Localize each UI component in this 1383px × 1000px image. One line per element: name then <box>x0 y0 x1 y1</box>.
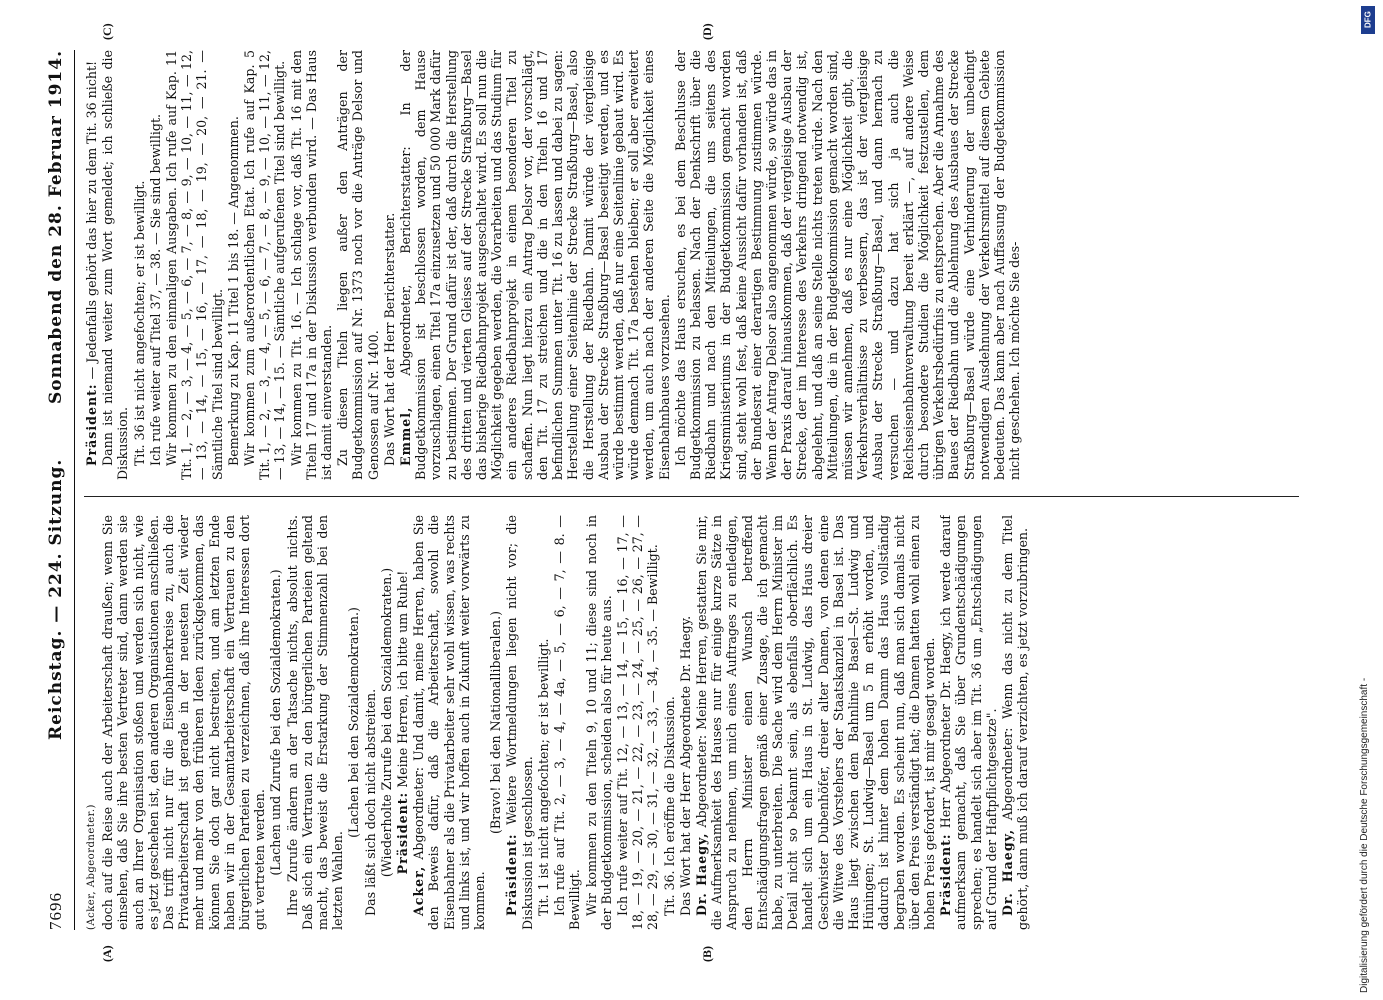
paragraph <box>536 515 551 930</box>
speaker-name: Dr. Haegy, <box>999 828 1015 916</box>
speaker-name: Präsident: <box>395 791 411 875</box>
paragraph <box>148 50 163 480</box>
paragraph-text: Bemerkung zu Kap. 11 Titel 1 bis 18. — Angenommen. <box>225 116 241 466</box>
paragraph-text: doch auf die Reise auch der Arbeiterschaft draußen; wenn Sie einsehen, daß Sie ihre besten Vertreter sind, dann werden sie auch an Ihrer Organisation stoßen und werden sich nicht, wie es jetzt geschehen ist, den anderen Organisationen anschließen. Das trifft nicht nur für die Eisenbahnerkreise zu, auch die Privatarbeiterschaft ist gerade in der neuesten Zeit wieder mehr und mehr von den früheren Ideen zurückgekommen, das können Sie doch gar nicht bestreiten, und am letzten Ende haben wir in der Gesamtarbeiterschaft ein Vertrauen zu den bürgerlichen Parteien zu verzeichnen, daß ihre Interessen dort gut vertreten werden. <box>100 515 268 930</box>
speaker-name: Präsident: <box>504 833 520 916</box>
paragraph-text: Abgeordneter: Und damit, meine Herren, haben Sie den Beweis dafür, daß die Arbeiterschaft, sowohl die Eisenbahner als die Privatarbeiter sehr wohl wissen, was rechts und links ist, und wir hoffen auch in Zukunft weiter vorwärts zu kommen. <box>411 515 488 930</box>
paragraph-text: Ich möchte das Haus ersuchen, es bei dem Beschlusse der Budgetkommission zu belassen. Nach der Denkschrift über die Riedbahn und nach den Mitteilungen, die uns seitens des Kriegsministeriums in der Budgetkommission gemacht worden sind, steht wohl fest, daß keine Aussicht dafür vorhanden ist, daß der Bundesrat einer derartigen Bestimmung zustimmen würde. Wenn der Antrag Delsor also angenommen würde, so würde das in der Praxis darauf hinauskommen, daß der viergleisige Ausbau der Strecke, der im Interesse des Verkehrs dringend notwendig ist, abgelehnt, und daß an seine Stelle nichts treten würde. Nach den Mitteilungen, die in der Budgetkommission gemacht worden sind, müssen wir annehmen, daß es nur eine Möglichkeit gibt, die Verkehrsverhältnisse zu verbessern, das ist der viergleisige Ausbau der Strecke Straßburg—Basel, und dann hernach zu versuchen — und dazu hat sich ja auch die Reichseisenbahnverwaltung bereit erklärt —, auf andere Weise durch besondere Studien die Möglichkeit festzustellen, dem übrigen Verkehrsbedürfnis zu entsprechen. Aber die Annahme des Baues der Riedbahn und die Ablehnung des Ausbaues der Strecke Straßburg—Basel würde eine Verhinderung der unbedingt notwendigen Ausdehnung der Verkehrsmittel auf diesem Gebiete bedeuten. Das kann aber nach Auffassung der Budgetkommission nicht geschehen. Ich möchte Sie des- <box>672 50 1023 480</box>
margin-mark-d: (D) <box>700 23 714 40</box>
paragraph-text: Ich rufe weiter auf Tit. 12, — 13, — 14, — 15, — 16, — 17, — 18, — 19, — 20, — 21, — 22, — 23, — 24, — 25, — 26, — 27, — 28, — 29, — 30, — 31, — 32, — 33, — 34, — 35. — Bewilligt. <box>614 515 661 930</box>
paragraph-text: Herr Abgeordneter Dr. Haegy, ich werde darauf aufmerksam gemacht, daß Sie über Grundentschädigungen sprechen; es handelt sich aber im Tit. 36 um „Entschädigungen auf Grund der Haftpflichtgesetze". <box>938 515 999 930</box>
paragraph-text: Tit. 1 ist nicht angefochten; er ist bewilligt. <box>535 638 551 916</box>
paragraph-text: Abgeordneter: Meine Herren, gestatten Sie mir, die Aufmerksamkeit des Hauses nur für einige kurze Sätze in Anspruch zu nehmen, um mich eines Auftrages zu entledigen, den Herrn Minister einen Wunsch betreffend Entschädigungsfragen gemäß einer Zusage, die ich gemacht habe, zu unterbreiten. Die Sache wird dem Herrn Minister im Detail nicht so bekannt sein, als ebenfalls oberflächlich. Es handelt sich um ein Haus in St. Ludwig, das Haus dreier Geschwister Dubenhöfer, dreier alter Damen, von denen eine die Witwe des Vorstehers der Staatskanzlei in Basel ist. Das Haus liegt zwischen dem Bahnlinie Basel—St. Ludwig und Hüningen; St. Ludwig—Basel um 5 m erhöht worden, und dadurch ist hinter dem hohen Damm das Haus vollständig begraben worden. Es scheint nun, daß man sich damals nicht über den Preis verständigt hat; die Damen hatten wohl einen zu hohen Preis gefordert, ist mir gesagt worden. <box>693 515 937 930</box>
paragraph <box>1000 515 1030 930</box>
page-number: 7696 <box>46 892 65 930</box>
paragraph-text: (Bravo! bei den Nationalliberalen.) <box>488 610 504 835</box>
paragraph-text: Abgeordneter: Wenn das nicht zu dem Titel gehört, dann muß ich darauf verzichten, es jetzt vorzubringen. <box>999 515 1031 930</box>
paragraph-text: Wir kommen zum außerordentlichen Etat. Ich rufe auf Kap. 5 Tit. 1, — 2, — 3, — 4, — 5, — 6, — 7, — 8, — 9, — 10, — 11, — 12, — 13, — 14, — 15. — Sämtliche aufgerufenen Titel sind bewilligt. <box>242 50 288 480</box>
paragraph <box>411 515 487 930</box>
paragraph <box>132 50 147 480</box>
paragraph-text: Tit. 36. Ich eröffne die Diskussion. <box>661 696 677 916</box>
paragraph-text: Tit. 36 ist nicht angefochten; er ist bewilligt. <box>131 180 147 466</box>
paragraph-text: Das Wort hat der Herr Abgeordnete Dr. Haegy. <box>677 615 693 916</box>
credit-text: Digitalisierung gefördert durch die Deutsche Forschungsgemeinschaft - <box>1359 677 1370 993</box>
speaker-name: Dr. Haegy, <box>693 832 709 916</box>
paragraph <box>226 50 241 480</box>
paragraph <box>100 515 267 930</box>
paragraph-text: Abgeordneter, Berichterstatter: In der Budgetkommission ist beschlossen worden, dem Hause vorzuschlagen, einen Titel 17a einzusetzen und 50 000 Mark dafür zu bestimmen. Der Grund dafür ist der, daß durch die Herstellung des dritten und vierten Gleises auf der Strecke Straßburg—Basel das bisherige Riedbahnprojekt ausgeschaltet wird. Es soll nun die Möglichkeit gegeben werden, die Vorarbeiten und das Studium für ein anderes Riedbahnprojekt in einem besonderen Titel zu schaffen. Nun liegt hierzu ein Antrag Delsor vor, der vorschlägt, den Tit. 17 zu streichen und die in den Titeln 16 und 17 befindlichen Summen unter Tit. 16 zu lassen und dabei zu sagen: Herstellung einer Seitenlinie der Strecke Straßburg—Basel, also die Herstellung der Riedbahn. Damit würde der viergleisige Ausbau der Strecke Straßburg—Basel beseitigt werden, und es würde bestimmt werden, daß nur eine Seitenlinie gebaut wird. Es würde demnach Tit. 17a bestehen bleiben; er soll aber erweitert werden, um auch nach der anderen Seite die Möglichkeit eines Eisenbahnbaues vorzusehen. <box>398 50 672 480</box>
page-body <box>40 23 1310 962</box>
paragraph <box>242 50 288 480</box>
paragraph-text: (Lachen bei den Sozialdemokraten.) <box>346 607 362 838</box>
paragraph-text: Ihre Zurufe ändern an der Tatsache nichts, absolut nichts. Daß sich ein Vertrauen zu den bürgerlichen Parteien geltend macht, das beweist die Erstarkung der Stimmenzahl bei den letzten Wahlen. <box>284 515 346 930</box>
paragraph <box>395 515 410 930</box>
paragraph <box>584 515 614 930</box>
paragraph <box>488 515 503 930</box>
paragraph <box>504 515 534 930</box>
speaker-name: Emmel, <box>398 406 414 466</box>
paragraph-text: (Wiederholte Zurufe bei den Sozialdemokraten.) <box>378 567 394 878</box>
speaker-name: Präsident: <box>938 833 954 916</box>
paragraph <box>382 50 397 480</box>
column-divider <box>84 496 1299 497</box>
paragraph <box>100 50 130 480</box>
paragraph <box>346 515 361 930</box>
paragraph <box>268 515 283 930</box>
paragraph <box>662 515 677 930</box>
speaker-name: Präsident: <box>84 383 99 466</box>
paragraph <box>552 515 582 930</box>
paragraph <box>678 515 693 930</box>
paragraph-text: Das Wort hat der Herr Berichterstatter. <box>381 212 397 466</box>
paragraph-text: Meine Herren, ich bitte um Ruhe! <box>395 570 411 792</box>
paragraph <box>289 50 335 480</box>
paragraph <box>363 515 378 930</box>
right-column <box>84 50 1304 480</box>
paragraph-text: Zu diesen Titeln liegen außer den Anträgen der Budgetkommission auf Nr. 1373 noch vor die Anträge Delsor und Genossen auf Nr. 1400. <box>335 50 381 480</box>
paragraph <box>84 50 99 480</box>
digitization-credit <box>1353 8 1379 993</box>
paragraph <box>379 515 394 930</box>
paragraph <box>673 50 1023 480</box>
paragraph <box>398 50 672 480</box>
paragraph-text: Wir kommen zu Tit. 16. — Ich schlage vor, daß Tit. 16 mit den Titeln 17 und 17a in der Diskussion verbunden wird. — Das Haus ist damit einverstanden. <box>288 50 335 480</box>
paragraph-text: (Lachen und Zurufe bei den Sozialdemokraten.) <box>268 569 284 876</box>
paragraph-text: Dann ist niemand weiter zum Wort gemeldet; ich schließe die Diskussion. <box>100 50 131 480</box>
paragraph-text: — Jedenfalls gehört das hier zu dem Tit. 36 nicht! <box>84 60 99 384</box>
dfg-logo: DFG <box>1361 6 1375 34</box>
paragraph-text: (Acker, Abgeordneter.) <box>86 804 97 930</box>
paragraph-text: Ich rufe weiter auf Titel 37, — 38. — Sie sind bewilligt. <box>147 113 163 466</box>
paragraph-text: Das läßt sich doch nicht abstreiten. <box>362 688 378 916</box>
paragraph-text: Weitere Wortmeldungen liegen nicht vor; die Diskussion ist geschlossen. <box>504 515 535 930</box>
paragraph <box>335 50 381 480</box>
left-column <box>84 515 1304 930</box>
page-header <box>40 50 75 930</box>
margin-mark-c: (C) <box>100 23 114 40</box>
paragraph <box>938 515 999 930</box>
paragraph <box>84 515 99 930</box>
paragraph <box>164 50 225 480</box>
margin-mark-b: (B) <box>700 946 714 962</box>
paragraph <box>615 515 661 930</box>
session-date: Sonnabend den 28. Februar 1914. <box>46 50 66 404</box>
paragraph-text: Ich rufe auf Tit. 2, — 3, — 4, — 4a, — 5, — 6, — 7, — 8. — Bewilligt. <box>552 515 583 930</box>
paragraph <box>694 515 937 930</box>
paragraph <box>285 515 346 930</box>
paragraph-text: Wir kommen zu den Titeln 9, 10 und 11; diese sind noch in der Budgetkommission, scheiden also für heute aus. <box>583 515 614 930</box>
running-title: Reichstag. — 224. Sitzung. <box>46 458 66 740</box>
paragraph-text: Wir kommen zu den einmaligen Ausgaben. Ich rufe auf Kap. 11 Tit. 1, — 2, — 3, — 4, — 5, — 6, — 7, — 8, — 9, — 10, — 11, — 12, — 13, — 14, — 15, — 16, — 17, — 18, — 19, — 20, — 21. — Sämtliche Titel sind bewilligt. <box>164 50 225 480</box>
speaker-name: Acker, <box>411 865 427 916</box>
margin-mark-a: (A) <box>100 945 114 962</box>
